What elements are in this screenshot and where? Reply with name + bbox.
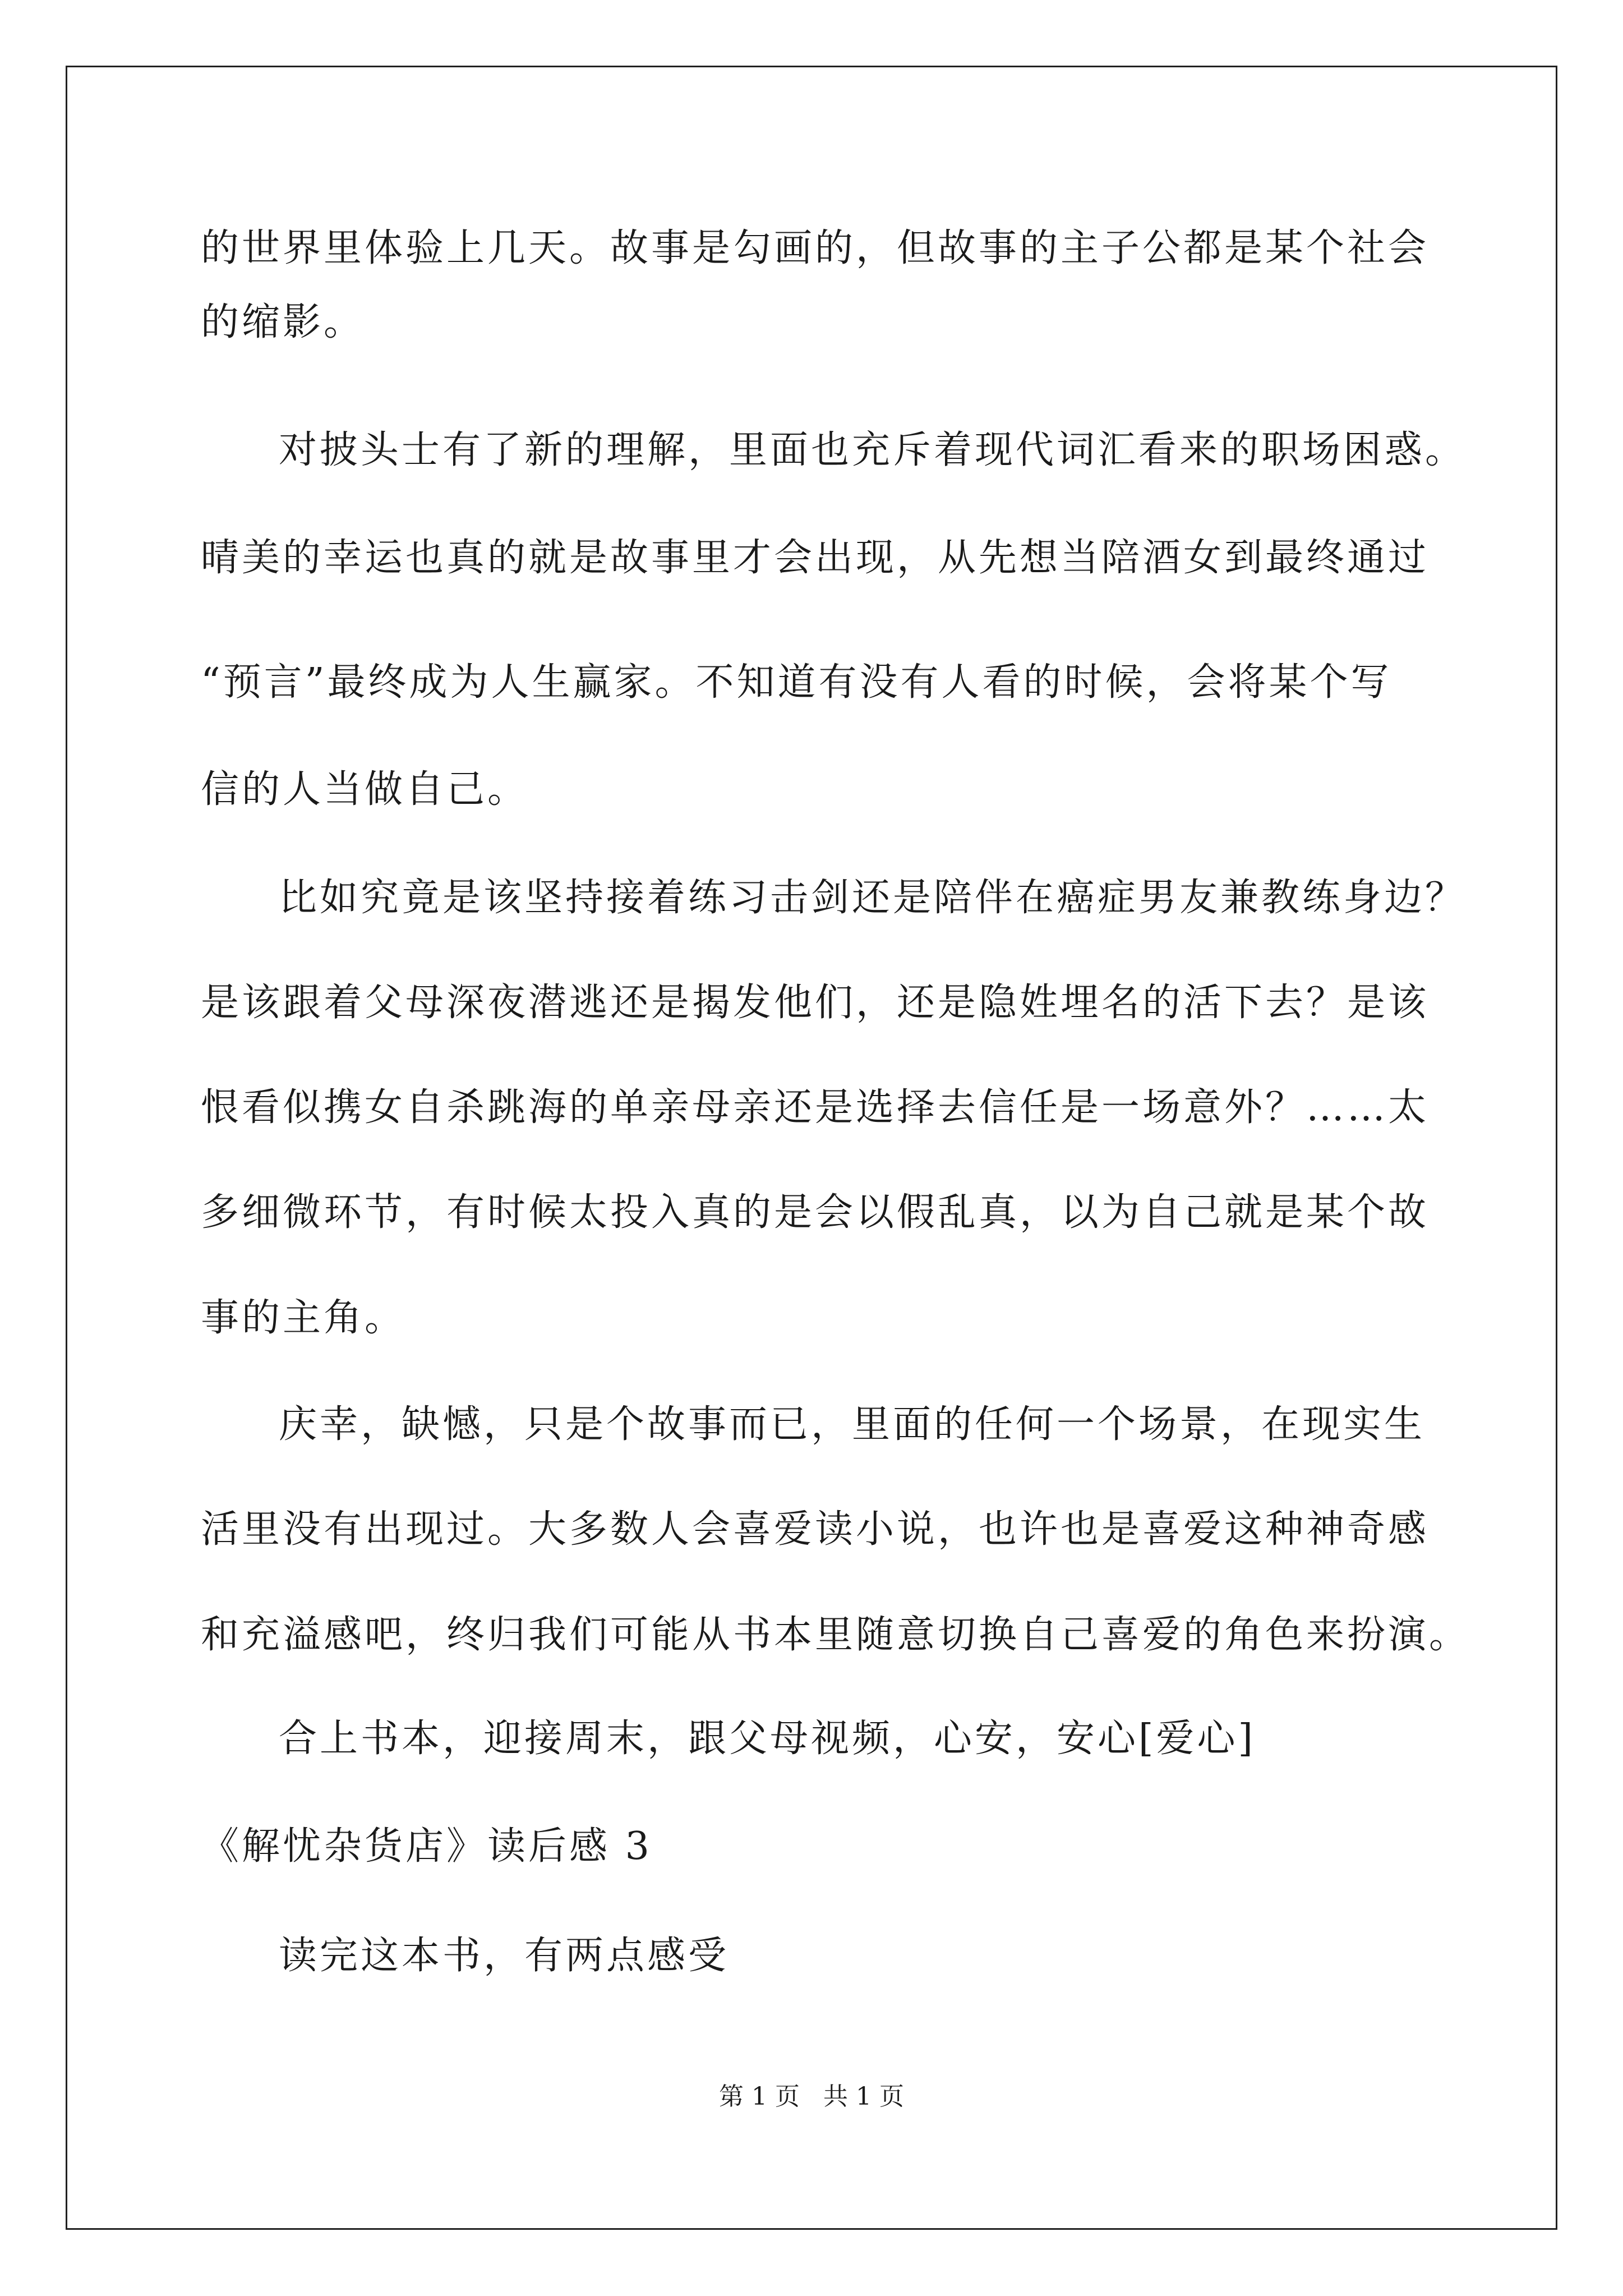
page-footer: 第 1 页 共 1 页 — [719, 2082, 904, 2111]
text-line: “预言”最终成为人生赢家。不知道有没有人看的时候，会将某个写 — [201, 660, 1392, 705]
text-line: 恨看似携女自杀跳海的单亲母亲还是选择去信任是一场意外？……太 — [201, 1085, 1430, 1130]
text-line: 晴美的幸运也真的就是故事里才会出现，从先想当陪酒女到最终通过 — [201, 536, 1430, 580]
paragraph-start-line: 庆幸，缺憾，只是个故事而已，里面的任何一个场景，在现实生 — [279, 1402, 1426, 1447]
text-line: 和充溢感吧，终归我们可能从书本里随意切换自己喜爱的角色来扮演。 — [201, 1613, 1470, 1657]
text-line: 活里没有出现过。大多数人会喜爱读小说，也许也是喜爱这种神奇感 — [201, 1507, 1430, 1552]
text-line: 的世界里体验上几天。故事是勾画的，但故事的主子公都是某个社会 — [201, 226, 1430, 270]
text-line: 信的人当做自己。 — [201, 767, 529, 812]
paragraph-start-line: 对披头士有了新的理解，里面也充斥着现代词汇看来的职场困惑。 — [279, 428, 1467, 472]
text-line: 是该跟着父母深夜潜逃还是揭发他们，还是隐姓埋名的活下去？是该 — [201, 981, 1430, 1025]
text-line: 的缩影。 — [201, 300, 365, 344]
section-heading: 《解忧杂货店》读后感 3 — [201, 1824, 652, 1869]
paragraph-start-line: 比如究竟是该坚持接着练习击剑还是陪伴在癌症男友兼教练身边？ — [279, 876, 1467, 920]
text-line: 多细微环节，有时候太投入真的是会以假乱真，以为自己就是某个故 — [201, 1190, 1430, 1235]
paragraph-start-line: 读完这本书，有两点感受 — [279, 1934, 730, 1978]
paragraph-start-line: 合上书本，迎接周末，跟父母视频，心安，安心[爱心] — [279, 1717, 1256, 1761]
text-line: 事的主角。 — [201, 1296, 406, 1340]
page-border — [66, 66, 1557, 2230]
